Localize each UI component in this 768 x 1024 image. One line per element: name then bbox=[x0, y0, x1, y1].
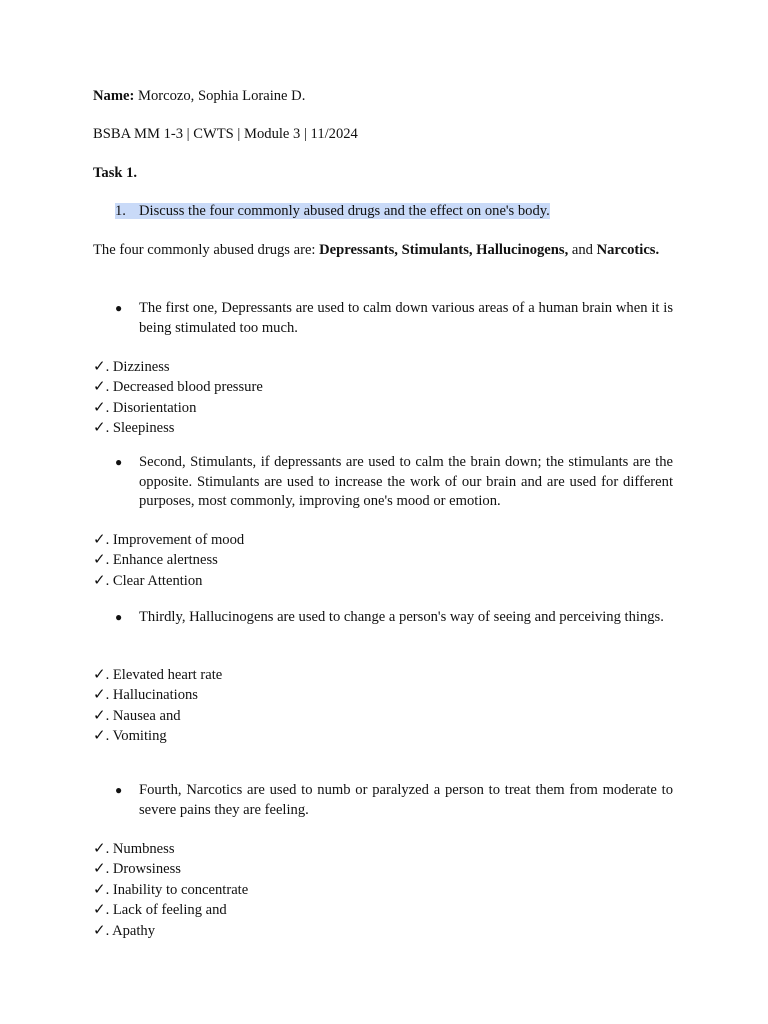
list-item: ✓. Decreased blood pressure bbox=[93, 377, 263, 396]
name-line bbox=[93, 87, 305, 106]
checkmark-icon: ✓ bbox=[93, 920, 106, 939]
effects-list-stimulants bbox=[93, 530, 244, 591]
name-label: Name: bbox=[93, 88, 135, 104]
list-item: ✓. Hallucinations bbox=[93, 685, 198, 704]
list-item: ✓. Disorientation bbox=[93, 397, 197, 416]
list-item: ✓. Enhance alertness bbox=[93, 550, 218, 569]
question-number: 1. bbox=[115, 203, 126, 219]
intro-drugs: Depressants, Stimulants, Hallucinogens, bbox=[319, 242, 569, 258]
list-item: ✓. Inability to concentrate bbox=[93, 879, 249, 898]
course-line: BSBA MM 1-3 | CWTS | Module 3 | 11/2024 bbox=[93, 126, 358, 142]
checkmark-icon: ✓ bbox=[93, 839, 106, 857]
checkmark-icon: ✓ bbox=[93, 357, 106, 375]
intro-paragraph bbox=[93, 241, 673, 261]
section-hallucinogens bbox=[115, 608, 673, 628]
effects-list-depressants bbox=[93, 357, 263, 439]
list-item: ✓. Elevated heart rate bbox=[93, 665, 223, 683]
intro-last: Narcotics. bbox=[596, 242, 660, 258]
list-item: ✓. Lack of feeling and bbox=[93, 900, 227, 919]
effects-list-narcotics bbox=[93, 839, 248, 941]
checkmark-icon: ✓ bbox=[93, 377, 106, 396]
checkmark-icon: ✓ bbox=[93, 418, 106, 437]
question-text: Discuss the four commonly abused drugs and the effect on one's body. bbox=[139, 203, 550, 219]
section-narcotics bbox=[115, 781, 673, 820]
checkmark-icon: ✓ bbox=[93, 726, 106, 745]
intro-and: and bbox=[568, 242, 597, 258]
bullet-icon: ● bbox=[115, 455, 123, 469]
checkmark-icon: ✓ bbox=[93, 550, 106, 569]
checkmark-icon: ✓ bbox=[93, 570, 106, 589]
bullet-icon: ● bbox=[115, 783, 123, 797]
checkmark-icon: ✓ bbox=[93, 859, 106, 878]
bullet-icon: ● bbox=[115, 301, 123, 315]
section-text: Thirdly, Hallucinogens are used to change a person's way of seeing and perceiving things. bbox=[139, 609, 664, 625]
task-title: Task 1. bbox=[93, 165, 138, 181]
list-item: ✓. Apathy bbox=[93, 920, 156, 939]
list-item: ✓. Vomiting bbox=[93, 726, 167, 745]
question-highlight bbox=[115, 203, 550, 219]
list-item: ✓. Drowsiness bbox=[93, 859, 181, 878]
list-item: ✓. Clear Attention bbox=[93, 570, 203, 589]
checkmark-icon: ✓ bbox=[93, 900, 106, 919]
effects-list-hallucinogens bbox=[93, 665, 222, 747]
checkmark-icon: ✓ bbox=[93, 685, 106, 704]
checkmark-icon: ✓ bbox=[93, 665, 106, 683]
list-item: ✓. Numbness bbox=[93, 839, 175, 857]
question-item bbox=[115, 202, 550, 221]
section-stimulants bbox=[115, 453, 673, 512]
checkmark-icon: ✓ bbox=[93, 879, 106, 898]
intro-lead: The four commonly abused drugs are: bbox=[93, 242, 320, 258]
checkmark-icon: ✓ bbox=[93, 397, 106, 416]
list-item: ✓. Dizziness bbox=[93, 357, 170, 375]
list-item: ✓. Improvement of mood bbox=[93, 530, 245, 548]
checkmark-icon: ✓ bbox=[93, 705, 106, 724]
list-item: ✓. Sleepiness bbox=[93, 418, 175, 437]
bullet-icon: ● bbox=[115, 610, 123, 624]
section-depressants bbox=[115, 299, 673, 338]
list-item: ✓. Nausea and bbox=[93, 705, 181, 724]
section-text: Second, Stimulants, if depressants are used to calm the brain down; the stimulants are the opposite. Stimulants are used to increase the work of our brain and are used for different purposes, most commonly, improving one's mood or emotion. bbox=[139, 454, 673, 509]
section-text: Fourth, Narcotics are used to numb or paralyzed a person to treat them from moderate to severe pains they are feeling. bbox=[139, 782, 673, 818]
checkmark-icon: ✓ bbox=[93, 530, 106, 548]
section-text: The first one, Depressants are used to calm down various areas of a human brain when it is being stimulated too much. bbox=[139, 300, 673, 336]
name-value: Morcozo, Sophia Loraine D. bbox=[134, 88, 306, 104]
